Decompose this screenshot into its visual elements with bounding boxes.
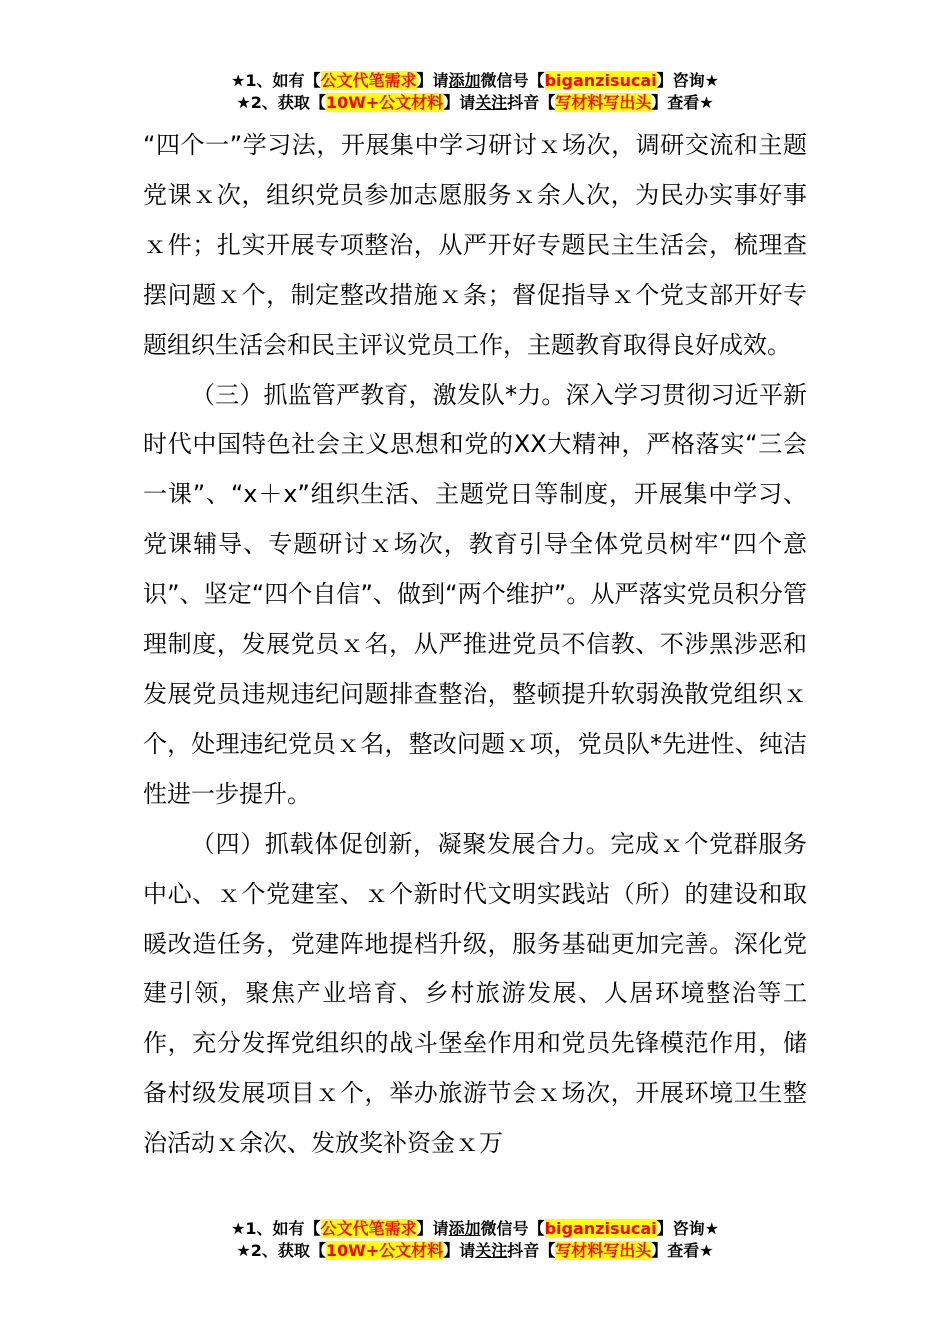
- banner-emphasis: 关注: [475, 93, 508, 112]
- header-banner: [0, 70, 950, 114]
- banner-text: 】咨询★: [656, 71, 719, 90]
- paragraph-2: （三）抓监管严教育，激发队*力。深入学习贯彻习近平新时代中国特色社会主义思想和党的XX大精神，严格落实“三会一课”、“x＋x”组织生活、主题党日等制度，开展集中学习、党课辅导、专题研讨ｘ场次，教育引导全体党员树牢“四个意识”、坚定“四个自信”、做到“两个维护”。从严落实党员积分管理制度，发展党员ｘ名，从严推进党员不信教、不涉黑涉恶和发展党员违规违纪问题排查整治，整顿提升软弱涣散党组织ｘ个，处理违纪党员ｘ名，整改问题ｘ项，党员队*先进性、纯洁性进一步提升。: [143, 380, 807, 808]
- paragraph-3: （四）抓载体促创新，凝聚发展合力。完成ｘ个党群服务中心、ｘ个党建室、ｘ个新时代文明实践站（所）的建设和取暖改造任务，党建阵地提档升级，服务基础更加完善。深化党建引领，聚焦产业培育、乡村旅游发展、人居环境整治等工作，充分发挥党组织的战斗堡垒作用和党员先锋模范作用，储备村级发展项目ｘ个，举办旅游节会ｘ场次，开展环境卫生整治活动ｘ余次、发放奖补资金ｘ万: [143, 829, 807, 1158]
- paragraph-1: “四个一”学习法，开展集中学习研讨ｘ场次，调研交流和主题党课ｘ次，组织党员参加志愿服务ｘ余人次，为民办实事好事ｘ件；扎实开展专项整治，从严开好专题民主生活会，梳理查摆问题ｘ个，制定整改措施ｘ条；督促指导ｘ个党支部开好专题组织生活会和民主评议党员工作，主题教育取得良好成效。: [143, 131, 807, 359]
- footer-banner: [0, 1218, 950, 1262]
- banner-emphasis: 添加: [448, 71, 481, 90]
- banner-text: ★2、获取【: [236, 93, 326, 112]
- banner-text: 】咨询★: [656, 1219, 719, 1238]
- banner-text: 】查看★: [651, 93, 714, 112]
- banner-line-1: [0, 70, 950, 92]
- banner-text: ★2、获取【: [236, 1241, 326, 1260]
- banner-text: 】请: [416, 71, 449, 90]
- banner-text: 】请: [443, 93, 476, 112]
- banner-emphasis: 添加: [448, 1219, 481, 1238]
- banner-emphasis: 关注: [475, 1241, 508, 1260]
- banner-text: 抖音【: [507, 1241, 556, 1260]
- banner-highlight: biganzisucai: [544, 71, 657, 90]
- banner-highlight: 公文代笔需求: [320, 71, 417, 90]
- banner-text: 微信号【: [480, 1219, 545, 1238]
- banner-text: 微信号【: [480, 71, 545, 90]
- banner-highlight: biganzisucai: [544, 1219, 657, 1238]
- banner-text: 】请: [443, 1241, 476, 1260]
- banner-highlight: 公文代笔需求: [320, 1219, 417, 1238]
- banner-highlight: 10W+公文材料: [325, 93, 444, 112]
- banner-text: ★1、如有【: [231, 1219, 321, 1238]
- banner-text: 】请: [416, 1219, 449, 1238]
- banner-line-1: [0, 1218, 950, 1240]
- document-body: [143, 121, 807, 1169]
- banner-text: ★1、如有【: [231, 71, 321, 90]
- banner-line-2: [0, 92, 950, 114]
- banner-highlight: 10W+公文材料: [325, 1241, 444, 1260]
- banner-text: 】查看★: [651, 1241, 714, 1260]
- banner-highlight: 写材料写出头: [555, 93, 652, 112]
- banner-highlight: 写材料写出头: [555, 1241, 652, 1260]
- banner-text: 抖音【: [507, 93, 556, 112]
- banner-line-2: [0, 1240, 950, 1262]
